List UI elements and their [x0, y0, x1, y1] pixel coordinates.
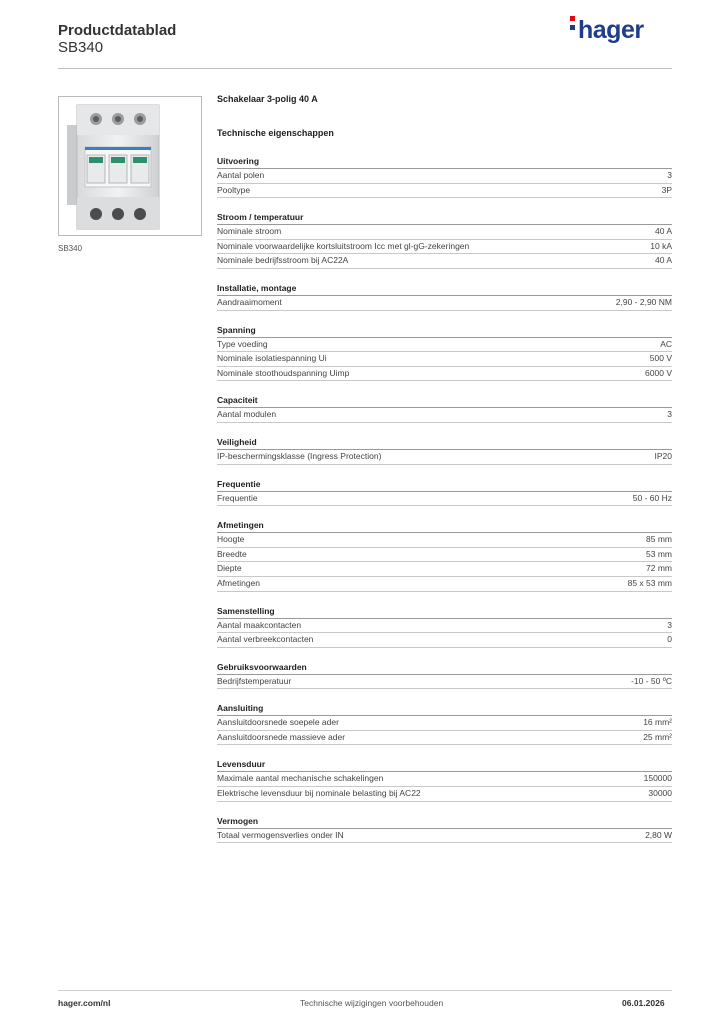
spec-label: Aantal modulen — [217, 409, 277, 420]
group-heading: Installatie, montage — [217, 282, 672, 296]
spec-value: 150000 — [643, 773, 672, 784]
spec-row — [217, 254, 672, 269]
spec-value: 3 — [667, 170, 672, 180]
spec-label: Elektrische levensduur bij nominale belasting bij AC22 — [217, 788, 421, 799]
footer-divider — [58, 990, 672, 991]
product-title: Schakelaar 3-polig 40 A — [217, 94, 318, 104]
photo-caption: SB340 — [58, 244, 83, 253]
spec-row — [217, 731, 672, 746]
spec-label: Afmetingen — [217, 577, 260, 588]
spec-label: Bedrijfstemperatuur — [217, 675, 292, 686]
group-heading: Aansluiting — [217, 702, 672, 716]
spec-group — [217, 519, 672, 591]
spec-row — [217, 169, 672, 184]
spec-label: Diepte — [217, 563, 242, 574]
spec-row — [217, 533, 672, 548]
spec-label: Aantal polen — [217, 170, 265, 180]
spec-label: Totaal vermogensverlies onder IN — [217, 829, 344, 840]
spec-label: Pooltype — [217, 184, 251, 195]
spec-row — [217, 787, 672, 802]
page-title: Productdatablad — [58, 22, 177, 39]
spec-row — [217, 352, 672, 367]
spec-value: 3 — [667, 409, 672, 420]
spec-group — [217, 282, 672, 311]
spec-label: Nominale stoothoudspanning Uimp — [217, 367, 350, 378]
spec-row — [217, 184, 672, 199]
spec-groups — [217, 155, 672, 843]
switch-image — [59, 97, 201, 235]
group-heading: Samenstelling — [217, 605, 672, 619]
group-heading: Vermogen — [217, 815, 672, 829]
spec-label: Aandraaimoment — [217, 296, 282, 307]
spec-row — [217, 296, 672, 311]
spec-label: Type voeding — [217, 338, 268, 349]
spec-row — [217, 716, 672, 731]
footer-disclaimer: Technische wijzigingen voorbehouden — [300, 998, 444, 1008]
spec-row — [217, 577, 672, 592]
spec-content — [217, 94, 672, 843]
spec-group — [217, 394, 672, 423]
spec-label: Nominale voorwaardelijke kortsluitstroom Icc met gl-gG-zekeringen — [217, 240, 470, 251]
spec-value: AC — [660, 338, 672, 349]
spec-value: 0 — [667, 634, 672, 645]
spec-group — [217, 324, 672, 382]
footer-website: hager.com/nl — [58, 998, 111, 1008]
spec-row — [217, 675, 672, 690]
spec-value: 30000 — [648, 788, 672, 799]
spec-value: -10 - 50 ºC — [631, 675, 672, 686]
spec-value: 16 mm² — [643, 717, 672, 728]
spec-label: Nominale stroom — [217, 226, 282, 237]
logo-dots-icon — [570, 16, 576, 34]
group-heading: Veiligheid — [217, 436, 672, 450]
header-divider — [58, 68, 672, 69]
spec-label: Aansluitdoorsnede soepele ader — [217, 717, 339, 728]
product-code: SB340 — [58, 39, 104, 56]
spec-value: 53 mm — [646, 548, 672, 559]
spec-value: 85 mm — [646, 534, 672, 545]
spec-group — [217, 436, 672, 465]
spec-value: 2,90 - 2,90 NM — [615, 296, 672, 307]
spec-row — [217, 492, 672, 507]
spec-row — [217, 225, 672, 240]
spec-row — [217, 548, 672, 563]
spec-row — [217, 633, 672, 648]
spec-group — [217, 661, 672, 690]
section-title: Technische eigenschappen — [217, 128, 334, 138]
spec-row — [217, 450, 672, 465]
spec-group — [217, 478, 672, 507]
group-heading: Afmetingen — [217, 519, 672, 533]
spec-group — [217, 815, 672, 844]
footer-date: 06.01.2026 — [622, 998, 665, 1008]
spec-value: 40 A — [654, 255, 672, 266]
spec-label: Maximale aantal mechanische schakelingen — [217, 773, 384, 784]
spec-group — [217, 702, 672, 745]
group-heading: Capaciteit — [217, 394, 672, 408]
hager-logo — [570, 16, 644, 45]
spec-label: IP-beschermingsklasse (Ingress Protection) — [217, 450, 382, 461]
spec-row — [217, 367, 672, 382]
spec-row — [217, 338, 672, 353]
spec-value: 50 - 60 Hz — [632, 492, 672, 503]
spec-row — [217, 562, 672, 577]
spec-value: 3 — [667, 619, 672, 630]
spec-value: IP20 — [654, 450, 672, 461]
spec-row — [217, 829, 672, 844]
spec-row — [217, 619, 672, 634]
group-heading: Frequentie — [217, 478, 672, 492]
spec-group — [217, 211, 672, 269]
spec-row — [217, 240, 672, 255]
spec-row — [217, 772, 672, 787]
spec-value: 25 mm² — [643, 731, 672, 742]
spec-row — [217, 408, 672, 423]
spec-value: 72 mm — [646, 563, 672, 574]
spec-label: Nominale bedrijfsstroom bij AC22A — [217, 255, 349, 266]
spec-value: 500 V — [649, 353, 672, 364]
spec-label: Aantal maakcontacten — [217, 619, 302, 630]
spec-group — [217, 758, 672, 801]
spec-value: 10 kA — [650, 240, 672, 251]
spec-group — [217, 155, 672, 198]
spec-value: 3P — [661, 184, 672, 195]
group-heading: Spanning — [217, 324, 672, 338]
spec-value: 6000 V — [645, 367, 672, 378]
logo-text: hager — [578, 16, 644, 44]
group-heading: Levensduur — [217, 758, 672, 772]
spec-value: 85 x 53 mm — [627, 577, 672, 588]
group-heading: Gebruiksvoorwaarden — [217, 661, 672, 675]
spec-label: Hoogte — [217, 534, 245, 545]
spec-label: Aantal verbreekcontacten — [217, 634, 314, 645]
spec-label: Aansluitdoorsnede massieve ader — [217, 731, 346, 742]
group-heading: Stroom / temperatuur — [217, 211, 672, 225]
spec-label: Frequentie — [217, 492, 258, 503]
spec-group — [217, 605, 672, 648]
spec-value: 2,80 W — [645, 829, 672, 840]
spec-label: Breedte — [217, 548, 247, 559]
spec-label: Nominale isolatiespanning Ui — [217, 353, 327, 364]
group-heading: Uitvoering — [217, 155, 672, 169]
product-photo — [58, 96, 202, 236]
spec-value: 40 A — [654, 226, 672, 237]
